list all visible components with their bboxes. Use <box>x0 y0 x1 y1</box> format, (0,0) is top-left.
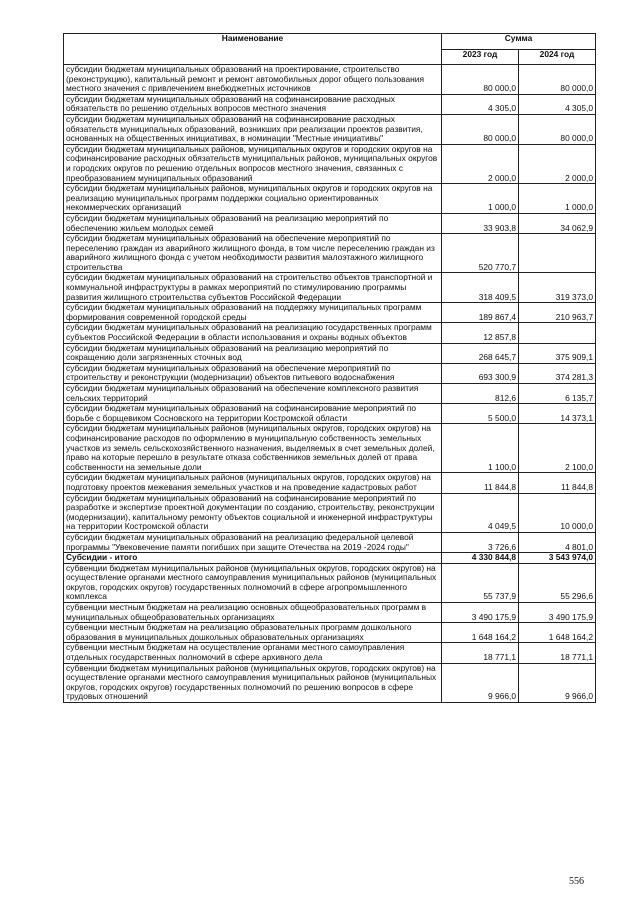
row-value-2023: 3 490 175,9 <box>442 603 519 623</box>
row-value-2023: 80 000,0 <box>442 114 519 144</box>
budget-table <box>63 33 596 703</box>
row-name-cell: субсидии бюджетам муниципальных образований на реализацию мероприятий по сокращению доли загрязненных сточных вод <box>64 343 442 363</box>
table-row <box>64 144 596 183</box>
row-name-cell: субсидии бюджетам муниципальных районов, муниципальных округов и городских округов на софинансирование расходных обязательств муниципальных районов, муниципальных округов и городских округов по решению отдельных вопросов местного значения, связанных с преобразованием муниципальных образований <box>64 144 442 183</box>
row-value-2023: 2 000,0 <box>442 144 519 183</box>
row-value-2024: 2 000,0 <box>519 144 596 183</box>
row-value-2024: 14 373,1 <box>519 404 596 424</box>
row-value-2023: 1 000,0 <box>442 184 519 214</box>
row-name-cell: субсидии бюджетам муниципальных районов (муниципальных округов, городских округов) на софинансирование расходов по оформлению в муниципальную собственность земельных участков из земель сельскохозяйственного назначения, выделяемых в счет земельных долей, право на которые перешло в результате отказа собственников земельных долей от права собственности на земельные доли <box>64 424 442 473</box>
row-value-2023: 33 903,8 <box>442 213 519 233</box>
table-row <box>64 114 596 144</box>
table-row <box>64 184 596 214</box>
row-value-2023: 11 844,8 <box>442 473 519 493</box>
row-name-cell: субвенции бюджетам муниципальных районов (муниципальных округов, городских округов) на осуществление органами местного самоуправления муниципальных районов (муниципальных округов, городских округов) государственных полномочий в сфере агропромышленного комплекса <box>64 563 442 602</box>
row-name-cell: субсидии бюджетам муниципальных образований на реализацию государственных программ субъектов Российской Федерации в области использования и охраны водных объектов <box>64 323 442 343</box>
row-value-2024 <box>519 323 596 343</box>
total-row <box>64 553 596 564</box>
row-name-cell: субсидии бюджетам муниципальных образований на софинансирование мероприятий по борьбе с борщевиком Сосновского на территории Костромской области <box>64 404 442 424</box>
row-value-2023: 4 305,0 <box>442 94 519 114</box>
row-value-2024 <box>519 234 596 273</box>
row-value-2024: 210 963,7 <box>519 303 596 323</box>
row-value-2023: 55 737,9 <box>442 563 519 602</box>
row-value-2023: 4 049,5 <box>442 493 519 532</box>
row-value-2024: 3 543 974,0 <box>519 553 596 564</box>
table-row <box>64 532 596 552</box>
row-name-cell: субсидии бюджетам муниципальных образований на проектирование, строительство (реконструкцию), капитальный ремонт и ремонт автомобильных дорог общего пользования местного значения с привлечением внебюджетных источников <box>64 65 442 95</box>
row-value-2024: 10 000,0 <box>519 493 596 532</box>
header-sum: Сумма <box>442 34 596 50</box>
row-value-2023: 189 867,4 <box>442 303 519 323</box>
row-name-cell: субвенции местным бюджетам на реализацию основных общеобразовательных программ в муниципальных общеобразовательных организациях <box>64 603 442 623</box>
row-value-2024: 374 281,3 <box>519 363 596 383</box>
table-row <box>64 563 596 602</box>
row-value-2023: 520 770,7 <box>442 234 519 273</box>
table-row <box>64 663 596 702</box>
row-value-2024: 55 296,6 <box>519 563 596 602</box>
row-name-cell: субсидии бюджетам муниципальных образований на обеспечение мероприятий по переселению граждан из аварийного жилищного фонда, в том числе переселению граждан из аварийного жилищного фонда с учетом необходимости развития малоэтажного жилищного строительства <box>64 234 442 273</box>
row-name-cell: субвенции бюджетам муниципальных районов (муниципальных округов, городских округов) на осуществление органами местного самоуправления муниципальных районов (муниципальных округов, городских округов) государственных полномочий по решению вопросов в сфере трудовых отношений <box>64 663 442 702</box>
row-name-cell: субсидии бюджетам муниципальных образований на реализацию мероприятий по обеспечению жильем молодых семей <box>64 213 442 233</box>
header-row <box>64 34 596 50</box>
header-year-2024: 2024 год <box>519 49 596 65</box>
table-row <box>64 213 596 233</box>
table-row <box>64 323 596 343</box>
row-name-cell: Субсидии - итого <box>64 553 442 564</box>
row-value-2024: 18 771,1 <box>519 643 596 663</box>
row-name-cell: субсидии бюджетам муниципальных образований на софинансирование мероприятий по разработке и экспертизе проектной документации по созданию, строительству, реконструкции (модернизации), капитальному ремонту объектов социальной и инженерной инфраструктуры на территории Костромской области <box>64 493 442 532</box>
row-value-2023: 1 100,0 <box>442 424 519 473</box>
row-value-2023: 3 726,6 <box>442 532 519 552</box>
table-row <box>64 404 596 424</box>
table-row <box>64 623 596 643</box>
table-row <box>64 603 596 623</box>
row-value-2024: 4 801,0 <box>519 532 596 552</box>
row-value-2024: 3 490 175,9 <box>519 603 596 623</box>
row-name-cell: субсидии бюджетам муниципальных образований на обеспечение мероприятий по строительству и реконструкции (модернизации) объектов питьевого водоснабжения <box>64 363 442 383</box>
row-value-2024: 34 062,9 <box>519 213 596 233</box>
header-year-2023: 2023 год <box>442 49 519 65</box>
row-value-2024: 80 000,0 <box>519 65 596 95</box>
row-value-2024: 1 648 164,2 <box>519 623 596 643</box>
row-value-2023: 4 330 844,8 <box>442 553 519 564</box>
row-value-2024: 2 100,0 <box>519 424 596 473</box>
header-name: Наименование <box>64 34 442 65</box>
table-row <box>64 343 596 363</box>
row-name-cell: субсидии бюджетам муниципальных образований на строительство объектов транспортной и коммунальной инфраструктуры в рамках мероприятий по стимулированию программы развития жилищного строительства субъектов Российской Федерации <box>64 273 442 303</box>
row-value-2023: 268 645,7 <box>442 343 519 363</box>
table-row <box>64 643 596 663</box>
row-value-2024: 4 305,0 <box>519 94 596 114</box>
row-value-2024: 1 000,0 <box>519 184 596 214</box>
row-name-cell: субсидии бюджетам муниципальных районов (муниципальных округов, городских округов) на подготовку проектов межевания земельных участков и на проведение кадастровых работ <box>64 473 442 493</box>
row-value-2024: 6 135,7 <box>519 384 596 404</box>
row-name-cell: субсидии бюджетам муниципальных образований на софинансирование расходных обязательств муниципальных образований, возникших при реализации проектов развития, основанных на общественных инициативах, в номинации "Местные инициативы" <box>64 114 442 144</box>
row-value-2023: 80 000,0 <box>442 65 519 95</box>
row-value-2024: 9 966,0 <box>519 663 596 702</box>
row-name-cell: субсидии бюджетам муниципальных районов, муниципальных округов и городских округов на реализацию муниципальных программ поддержки социально ориентированных некоммерческих организаций <box>64 184 442 214</box>
row-value-2023: 812,6 <box>442 384 519 404</box>
row-value-2023: 12 857,8 <box>442 323 519 343</box>
row-value-2023: 318 409,5 <box>442 273 519 303</box>
row-name-cell: субсидии бюджетам муниципальных образований на поддержку муниципальных программ формирования современной городской среды <box>64 303 442 323</box>
row-name-cell: субвенции местным бюджетам на реализацию образовательных программ дошкольного образования в муниципальных дошкольных образовательных организациях <box>64 623 442 643</box>
row-value-2023: 5 500,0 <box>442 404 519 424</box>
table-row <box>64 384 596 404</box>
table-row <box>64 303 596 323</box>
row-name-cell: субвенции местным бюджетам на осуществление органами местного самоуправления отдельных государственных полномочий в сфере архивного дела <box>64 643 442 663</box>
table-row <box>64 234 596 273</box>
table-row <box>64 94 596 114</box>
page-number: 556 <box>569 876 584 887</box>
table-row <box>64 493 596 532</box>
row-value-2023: 18 771,1 <box>442 643 519 663</box>
row-value-2023: 9 966,0 <box>442 663 519 702</box>
table-row <box>64 273 596 303</box>
row-value-2024: 319 373,0 <box>519 273 596 303</box>
table-row <box>64 473 596 493</box>
table-body <box>64 65 596 703</box>
row-value-2023: 693 300,9 <box>442 363 519 383</box>
table-row <box>64 424 596 473</box>
row-name-cell: субсидии бюджетам муниципальных образований на реализацию федеральной целевой программы "Увековечение памяти погибших при защите Отечества на 2019 -2024 годы" <box>64 532 442 552</box>
row-name-cell: субсидии бюджетам муниципальных образований на софинансирование расходных обязательств по решению отдельных вопросов местного значения <box>64 94 442 114</box>
row-value-2024: 375 909,1 <box>519 343 596 363</box>
table-row <box>64 363 596 383</box>
row-value-2024: 11 844,8 <box>519 473 596 493</box>
row-name-cell: субсидии бюджетам муниципальных образований на обеспечение комплексного развития сельских территорий <box>64 384 442 404</box>
row-value-2024: 80 000,0 <box>519 114 596 144</box>
row-value-2023: 1 648 164,2 <box>442 623 519 643</box>
table-row <box>64 65 596 95</box>
